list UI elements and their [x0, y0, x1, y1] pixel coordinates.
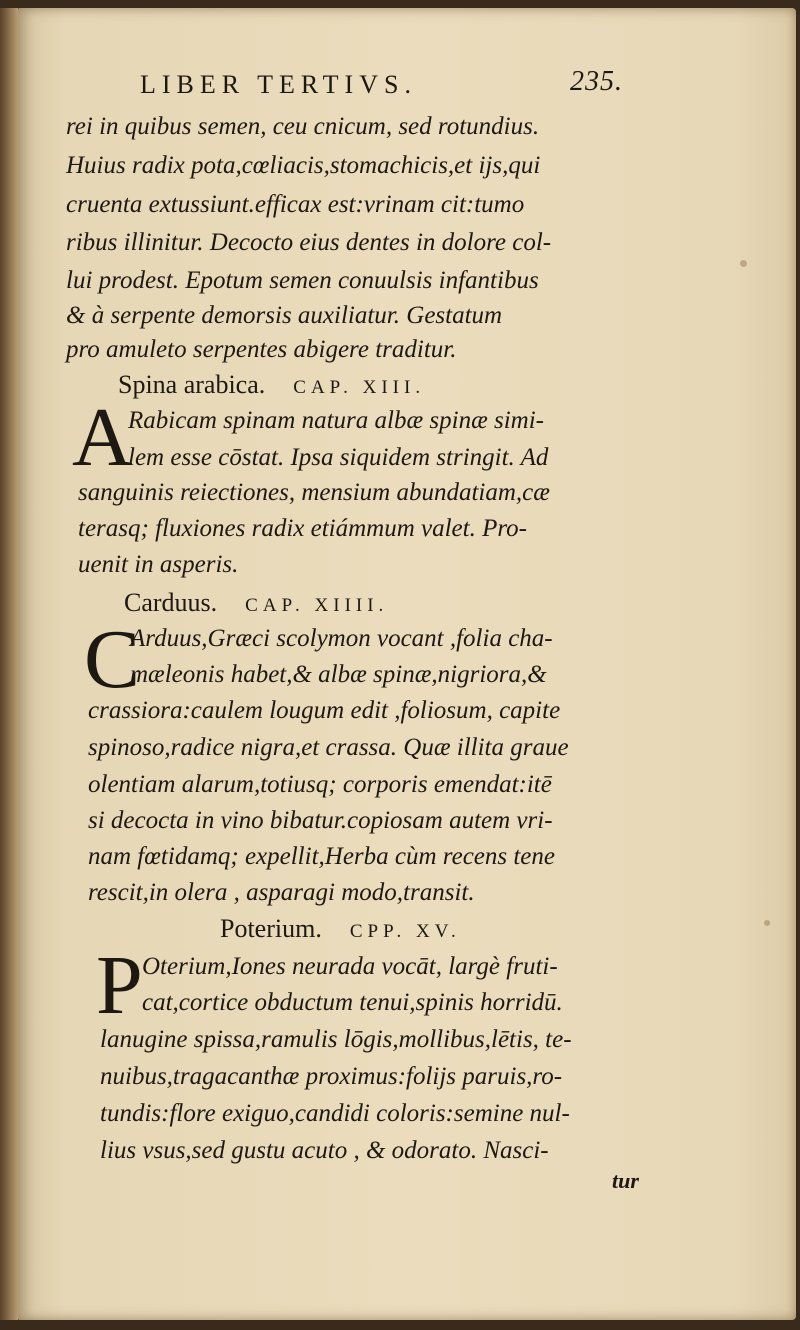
text-line: crassiora:caulem lougum edit ,foliosum, capite [88, 697, 561, 724]
drop-cap: P [96, 939, 143, 1032]
text-line: uenit in asperis. [78, 551, 239, 578]
text-line: tundis:flore exiguo,candidi coloris:semine nul- [100, 1100, 570, 1127]
drop-cap: C [84, 613, 141, 706]
section-heading [220, 914, 461, 947]
text-line: sanguinis reiectiones, mensium abundatiam,cæ [78, 479, 550, 506]
text-line: Oterium,Iones neurada vocāt, largè fruti- [142, 953, 558, 980]
text-line: Huius radix pota,cœliacis,stomachicis,et ijs,qui [66, 152, 541, 179]
section-title: Carduus. [124, 588, 218, 617]
text-line: lem esse cōstat. Ipsa siquidem stringit. Ad [128, 444, 549, 471]
text-line: cruenta extussiunt.efficax est:vrinam cit:tumo [66, 191, 525, 218]
text-line: & à serpente demorsis auxiliatur. Gestatum [66, 302, 503, 329]
text-line: lanugine spissa,ramulis lōgis,mollibus,lētis, te- [100, 1026, 572, 1053]
section-title: Spina arabica. [118, 370, 266, 399]
text-line: si decocta in vino bibatur.copiosam autem vri- [88, 807, 553, 834]
text-line: Rabicam spinam natura albæ spinæ simi- [128, 407, 544, 434]
text-line: nam fœtidamq; expellit,Herba cùm recens tene [88, 843, 556, 870]
text-line: pro amuleto serpentes abigere traditur. [66, 336, 457, 363]
text-line: olentiam alarum,totiusq; corporis emendat:itē [88, 771, 552, 798]
text-line: rei in quibus semen, ceu cnicum, sed rotundius. [66, 113, 540, 140]
folio-number: 235. [570, 66, 623, 97]
text-line: terasq; fluxiones radix etiámmum valet. Pro- [78, 515, 527, 542]
section-heading [124, 588, 388, 621]
ink-spot [764, 920, 770, 926]
section-heading [118, 370, 425, 403]
text-line: ribus illinitur. Decocto eius dentes in dolore col- [66, 229, 552, 256]
drop-cap: A [72, 391, 133, 484]
running-header [140, 66, 640, 100]
chapter-label: CAP. XIIII. [245, 595, 389, 616]
catchword: tur [612, 1168, 639, 1193]
text-line: mæleonis habet,& albæ spinæ,nigriora,& [130, 661, 547, 688]
text-line: Arduus,Græci scolymon vocant ,folia cha- [130, 625, 553, 652]
book-gutter [0, 8, 18, 1320]
chapter-label: CAP. XIII. [293, 377, 426, 398]
text-line: lui prodest. Epotum semen conuulsis infantibus [66, 267, 539, 294]
text-line: spinoso,radice nigra,et crassa. Quæ illita graue [88, 734, 569, 761]
text-line: cat,cortice obductum tenui,spinis horridū. [142, 989, 563, 1016]
section-title: Poterium. [220, 914, 322, 943]
text-line: rescit,in olera , asparagi modo,transit. [88, 879, 475, 906]
text-line: lius vsus,sed gustu acuto , & odorato. Nasci- [100, 1137, 549, 1164]
ink-spot [740, 260, 747, 267]
running-title: LIBER TERTIVS. [140, 70, 417, 99]
chapter-label: CPP. XV. [349, 921, 461, 942]
text-line: nuibus,tragacanthæ proximus:folijs paruis,ro- [100, 1063, 563, 1090]
